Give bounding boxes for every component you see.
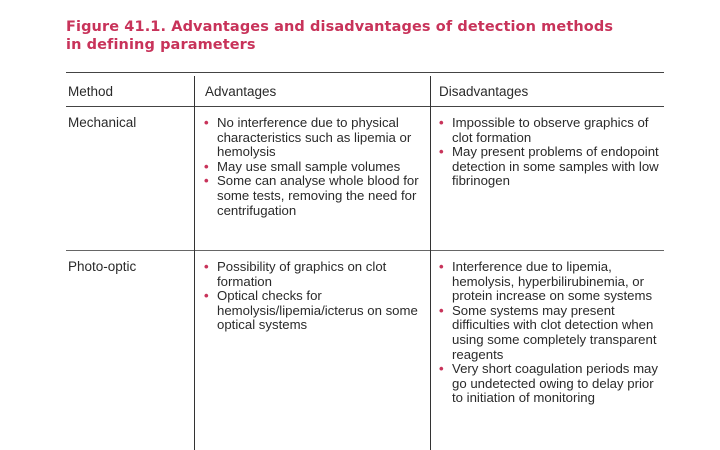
photo-optic-disadvantages-cell	[437, 260, 662, 406]
header-disadvantages: Disadvantages	[439, 84, 529, 99]
bullet-icon: •	[204, 158, 209, 174]
bullet-icon: •	[439, 259, 444, 274]
list-item-text: Possibility of graphics on clot formation	[217, 259, 387, 289]
bullet-icon: •	[204, 259, 209, 274]
figure-title: Figure 41.1. Advantages and disadvantages of detection methods in defining parameters	[66, 19, 614, 53]
detection-methods-table	[66, 72, 664, 450]
list-item	[437, 145, 662, 189]
mechanical-disadvantages-cell	[437, 116, 662, 189]
list-item-text: Very short coagulation periods may go undetected owing to delay prior to initiation of monitoring	[452, 361, 658, 406]
bullet-icon: •	[204, 115, 209, 130]
column-divider-1	[194, 76, 195, 450]
list-item-text: May present problems of endopoint detection in some samples with low fibrinogen	[452, 144, 659, 189]
column-divider-2	[430, 76, 431, 450]
list-item	[202, 260, 424, 289]
list-item	[202, 116, 424, 160]
method-photo-optic: Photo-optic	[68, 259, 137, 274]
list-item-text: Interference due to lipemia, hemolysis, hyperbilirubinemia, or protein increase on some systems	[452, 259, 653, 304]
method-mechanical: Mechanical	[68, 115, 137, 130]
bullet-icon: •	[439, 361, 444, 377]
list-item-text: No interference due to physical characteristics such as lipemia or hemolysis	[217, 115, 412, 160]
header-advantages: Advantages	[205, 84, 277, 99]
bullet-icon: •	[204, 173, 209, 189]
list-item-text: Some systems may present difficulties with clot detection when using some completely transparent reagents	[452, 302, 657, 362]
list-item-text: May use small sample volumes	[217, 158, 401, 174]
row-divider	[66, 250, 664, 251]
list-item	[437, 362, 662, 406]
list-item-text: Some can analyse whole blood for some tests, removing the need for centrifugation	[217, 173, 419, 218]
list-item	[437, 260, 662, 304]
list-item	[202, 174, 424, 218]
mechanical-advantages-list	[202, 116, 424, 218]
photo-optic-disadvantages-list	[437, 260, 662, 406]
bullet-icon: •	[204, 288, 209, 304]
bullet-icon: •	[439, 115, 444, 130]
list-item	[202, 160, 424, 175]
table-top-rule	[66, 72, 664, 73]
mechanical-advantages-cell	[202, 116, 424, 218]
mechanical-disadvantages-list	[437, 116, 662, 189]
header-method: Method	[68, 84, 114, 99]
photo-optic-advantages-list	[202, 260, 424, 333]
list-item	[437, 304, 662, 362]
header-bottom-rule	[66, 106, 664, 107]
list-item	[202, 289, 424, 333]
bullet-icon: •	[439, 302, 444, 318]
photo-optic-advantages-cell	[202, 260, 424, 333]
list-item-text: Impossible to observe graphics of clot formation	[452, 115, 649, 145]
bullet-icon: •	[439, 144, 444, 160]
list-item	[437, 116, 662, 145]
list-item-text: Optical checks for hemolysis/lipemia/icterus on some optical systems	[217, 288, 418, 333]
